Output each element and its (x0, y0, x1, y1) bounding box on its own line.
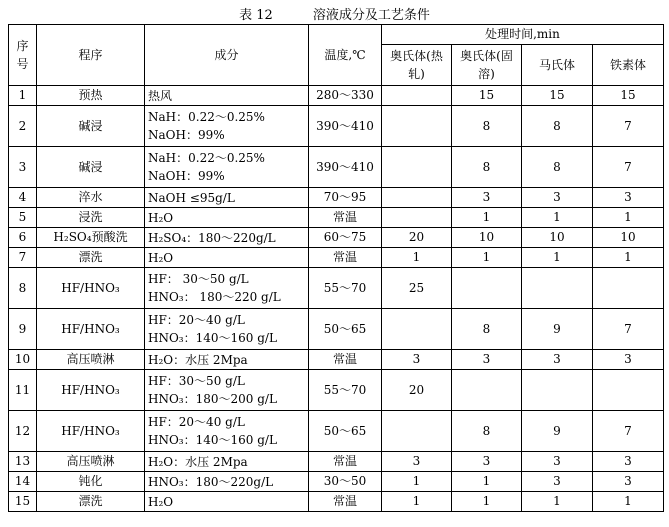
cell-temperature: 50～65 (309, 411, 382, 452)
cell-temperature: 55～70 (309, 268, 382, 309)
composition-line: HF：20～40 g/L (148, 415, 245, 429)
cell-time-austenite-solution: 10 (452, 228, 522, 248)
cell-time-martensite: 3 (522, 188, 593, 208)
cell-composition (145, 309, 309, 350)
table-row (9, 86, 664, 106)
cell-composition (145, 370, 309, 411)
table-row (9, 370, 664, 411)
cell-time-martensite: 3 (522, 472, 593, 492)
cell-process: 钝化 (37, 472, 145, 492)
cell-time-ferrite: 3 (593, 188, 664, 208)
cell-time-austenite-hot: 20 (382, 228, 452, 248)
cell-process: 漂洗 (37, 248, 145, 268)
composition-line: HF： 30～50 g/L (148, 272, 249, 286)
cell-time-martensite: 1 (522, 492, 593, 512)
cell-composition (145, 452, 309, 472)
header-austenite-solution: 奥氏体(固溶) (452, 45, 522, 86)
table-row (9, 411, 664, 452)
table-row (9, 268, 664, 309)
cell-seq: 14 (9, 472, 37, 492)
cell-composition (145, 86, 309, 106)
table-row (9, 228, 664, 248)
cell-composition (145, 147, 309, 188)
composition-line: H₂O (148, 210, 174, 225)
table-row (9, 350, 664, 370)
cell-time-martensite: 3 (522, 350, 593, 370)
cell-composition (145, 248, 309, 268)
cell-temperature: 60～75 (309, 228, 382, 248)
cell-time-austenite-solution (452, 268, 522, 309)
cell-seq: 9 (9, 309, 37, 350)
composition-line: H₂SO₄：180～220g/L (148, 230, 276, 245)
table-row (9, 106, 664, 147)
cell-process: HF/HNO₃ (37, 370, 145, 411)
cell-seq: 15 (9, 492, 37, 512)
cell-time-martensite (522, 370, 593, 411)
cell-seq: 5 (9, 208, 37, 228)
cell-time-austenite-hot (382, 106, 452, 147)
cell-temperature: 常温 (309, 208, 382, 228)
cell-time-austenite-hot (382, 147, 452, 188)
header-process: 程序 (37, 25, 145, 86)
cell-process: 漂洗 (37, 492, 145, 512)
header-row-top (9, 25, 664, 45)
cell-time-austenite-hot: 1 (382, 248, 452, 268)
header-austenite-hot: 奥氏体(热轧) (382, 45, 452, 86)
cell-time-austenite-solution: 1 (452, 492, 522, 512)
cell-composition (145, 350, 309, 370)
cell-time-austenite-solution: 3 (452, 452, 522, 472)
header-time-group: 处理时间,min (382, 25, 664, 45)
composition-line: NaOH：99% (148, 128, 225, 142)
cell-time-ferrite: 7 (593, 411, 664, 452)
cell-composition (145, 188, 309, 208)
composition-line: H₂O：水压 2Mpa (148, 352, 248, 367)
cell-time-ferrite: 7 (593, 147, 664, 188)
table-row (9, 492, 664, 512)
cell-temperature: 常温 (309, 492, 382, 512)
cell-seq: 6 (9, 228, 37, 248)
cell-composition (145, 492, 309, 512)
cell-time-austenite-hot (382, 208, 452, 228)
cell-time-austenite-solution: 8 (452, 411, 522, 452)
cell-time-austenite-solution: 1 (452, 472, 522, 492)
composition-line: NaOH：99% (148, 169, 225, 183)
cell-seq: 10 (9, 350, 37, 370)
cell-time-martensite: 3 (522, 452, 593, 472)
cell-time-austenite-solution: 8 (452, 147, 522, 188)
cell-time-austenite-hot (382, 411, 452, 452)
cell-time-austenite-solution: 3 (452, 350, 522, 370)
cell-composition (145, 208, 309, 228)
composition-line: NaH：0.22～0.25% (148, 151, 265, 165)
cell-time-austenite-hot: 20 (382, 370, 452, 411)
cell-time-austenite-solution: 1 (452, 208, 522, 228)
composition-line: 热风 (148, 88, 173, 103)
cell-time-austenite-solution: 8 (452, 106, 522, 147)
cell-time-martensite (522, 268, 593, 309)
cell-time-austenite-hot: 1 (382, 492, 452, 512)
composition-line: H₂O：水压 2Mpa (148, 454, 248, 469)
cell-process: H₂SO₄预酸洗 (37, 228, 145, 248)
cell-time-martensite: 1 (522, 208, 593, 228)
cell-time-austenite-solution: 1 (452, 248, 522, 268)
cell-temperature: 常温 (309, 248, 382, 268)
cell-time-ferrite: 7 (593, 309, 664, 350)
cell-temperature: 390～410 (309, 106, 382, 147)
cell-time-ferrite: 3 (593, 350, 664, 370)
cell-time-austenite-solution: 8 (452, 309, 522, 350)
table-row (9, 208, 664, 228)
cell-time-ferrite: 1 (593, 492, 664, 512)
cell-time-ferrite: 15 (593, 86, 664, 106)
composition-line: H₂O (148, 250, 174, 265)
cell-time-martensite: 8 (522, 106, 593, 147)
cell-time-martensite: 9 (522, 309, 593, 350)
cell-time-austenite-solution: 15 (452, 86, 522, 106)
header-martensite: 马氏体 (522, 45, 593, 86)
cell-time-austenite-hot (382, 188, 452, 208)
cell-composition (145, 228, 309, 248)
table-number: 表 12 (239, 8, 273, 23)
cell-temperature: 280～330 (309, 86, 382, 106)
cell-seq: 3 (9, 147, 37, 188)
cell-seq: 13 (9, 452, 37, 472)
cell-seq: 4 (9, 188, 37, 208)
header-ferrite: 铁素体 (593, 45, 664, 86)
cell-process: 浸洗 (37, 208, 145, 228)
composition-line: HNO₃：140～160 g/L (148, 433, 277, 447)
cell-process: 高压喷淋 (37, 350, 145, 370)
cell-time-austenite-hot: 25 (382, 268, 452, 309)
cell-temperature: 常温 (309, 350, 382, 370)
table-row (9, 147, 664, 188)
composition-line: HF：20～40 g/L (148, 313, 245, 327)
composition-line: NaH：0.22～0.25% (148, 110, 265, 124)
cell-time-ferrite: 7 (593, 106, 664, 147)
cell-process: 碱浸 (37, 106, 145, 147)
cell-temperature: 30～50 (309, 472, 382, 492)
cell-temperature: 常温 (309, 452, 382, 472)
cell-seq: 7 (9, 248, 37, 268)
cell-process: 碱浸 (37, 147, 145, 188)
cell-composition (145, 106, 309, 147)
table-title: 溶液成分及工艺条件 (312, 8, 430, 23)
cell-process: 高压喷淋 (37, 452, 145, 472)
cell-time-martensite: 15 (522, 86, 593, 106)
cell-process: HF/HNO₃ (37, 411, 145, 452)
composition-line: HNO₃：180～200 g/L (148, 392, 277, 406)
composition-line: H₂O (148, 494, 174, 509)
cell-time-martensite: 8 (522, 147, 593, 188)
header-temperature: 温度,℃ (309, 25, 382, 86)
cell-process: HF/HNO₃ (37, 268, 145, 309)
table-row (9, 472, 664, 492)
cell-time-ferrite (593, 268, 664, 309)
composition-line: NaOH ≤95g/L (148, 190, 235, 205)
cell-temperature: 390～410 (309, 147, 382, 188)
cell-time-martensite: 9 (522, 411, 593, 452)
cell-seq: 1 (9, 86, 37, 106)
cell-time-austenite-solution (452, 370, 522, 411)
cell-time-austenite-hot: 3 (382, 350, 452, 370)
cell-process: HF/HNO₃ (37, 309, 145, 350)
cell-time-austenite-hot: 1 (382, 472, 452, 492)
cell-time-ferrite: 3 (593, 472, 664, 492)
cell-seq: 2 (9, 106, 37, 147)
cell-time-austenite-hot (382, 86, 452, 106)
cell-time-ferrite: 1 (593, 248, 664, 268)
cell-time-austenite-hot: 3 (382, 452, 452, 472)
cell-composition (145, 472, 309, 492)
cell-time-ferrite (593, 370, 664, 411)
cell-process: 预热 (37, 86, 145, 106)
cell-time-austenite-solution: 3 (452, 188, 522, 208)
cell-time-ferrite: 10 (593, 228, 664, 248)
composition-line: HNO₃：140～160 g/L (148, 331, 277, 345)
cell-temperature: 70～95 (309, 188, 382, 208)
cell-time-martensite: 1 (522, 248, 593, 268)
process-table (8, 24, 664, 512)
cell-time-martensite: 10 (522, 228, 593, 248)
cell-temperature: 55～70 (309, 370, 382, 411)
composition-line: HNO₃：180～220g/L (148, 474, 274, 489)
cell-composition (145, 268, 309, 309)
composition-line: HF：30～50 g/L (148, 374, 245, 388)
table-row (9, 452, 664, 472)
cell-seq: 11 (9, 370, 37, 411)
table-caption (0, 4, 669, 23)
composition-line: HNO₃： 180～220 g/L (148, 290, 281, 304)
table-row (9, 248, 664, 268)
cell-seq: 8 (9, 268, 37, 309)
cell-composition (145, 411, 309, 452)
cell-temperature: 50～65 (309, 309, 382, 350)
table-body (9, 86, 664, 512)
header-composition: 成分 (145, 25, 309, 86)
cell-process: 淬水 (37, 188, 145, 208)
cell-time-ferrite: 1 (593, 208, 664, 228)
cell-time-austenite-hot (382, 309, 452, 350)
header-seq: 序号 (9, 25, 37, 86)
cell-time-ferrite: 3 (593, 452, 664, 472)
table-row (9, 309, 664, 350)
cell-seq: 12 (9, 411, 37, 452)
table-row (9, 188, 664, 208)
